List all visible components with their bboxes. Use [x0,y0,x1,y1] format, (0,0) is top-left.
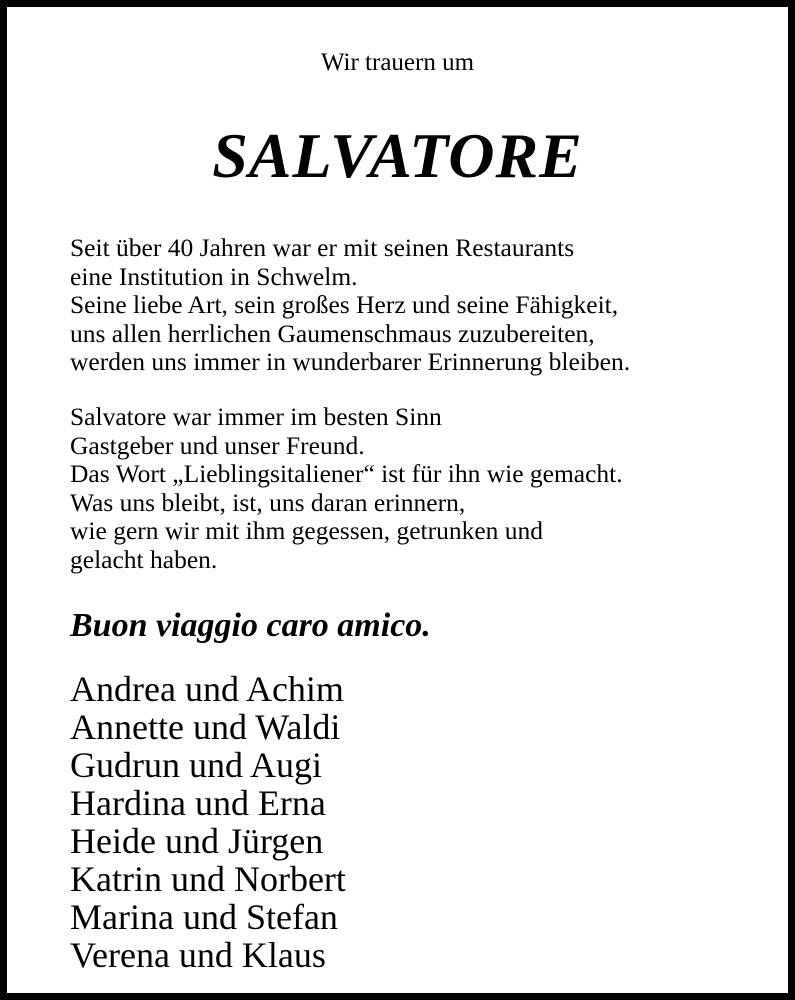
text-line: wie gern wir mit ihm gegessen, getrunken und [70,516,544,546]
text-line: Was uns bleibt, ist, uns daran erinnern, [70,487,466,517]
text-line: Seit über 40 Jahren war er mit seinen Restaurants [70,233,575,262]
text-line: Salvatore war immer im besten Sinn [70,402,442,431]
mourner-name: Annette und Waldi [70,707,341,747]
mourners-list [70,670,346,974]
deceased-name: SALVATORE [212,120,583,191]
mourner-name: Heide und Jürgen [70,821,324,861]
mourner-name: Katrin und Norbert [70,859,346,899]
text-line: gelacht haben. [70,544,218,574]
text-line: werden uns immer in wunderbarer Erinnerung bleiben. [70,347,631,377]
heading: Wir trauern um [320,49,475,76]
text-line: Das Wort „Lieblingsitaliener“ ist für ihn wie gemacht. [70,459,623,489]
tribute-paragraph-2 [70,403,623,575]
mourner-name: Hardina und Erna [70,783,326,823]
mourner-name: Marina und Stefan [70,897,338,937]
text-line: uns allen herrlichen Gaumenschmaus zuzubereiten, [70,318,595,348]
text-line: eine Institution in Schwelm. [70,261,358,291]
mourner-name: Verena und Klaus [70,935,326,975]
farewell-line: Buon viaggio caro amico. [70,607,431,644]
text-line: Seine liebe Art, sein großes Herz und seine Fähigkeit, [70,290,619,320]
tribute-paragraph-1 [70,234,630,377]
mourner-name: Andrea und Achim [70,669,344,709]
text-line: Gastgeber und unser Freund. [70,430,365,460]
mourner-name: Gudrun und Augi [70,745,322,785]
